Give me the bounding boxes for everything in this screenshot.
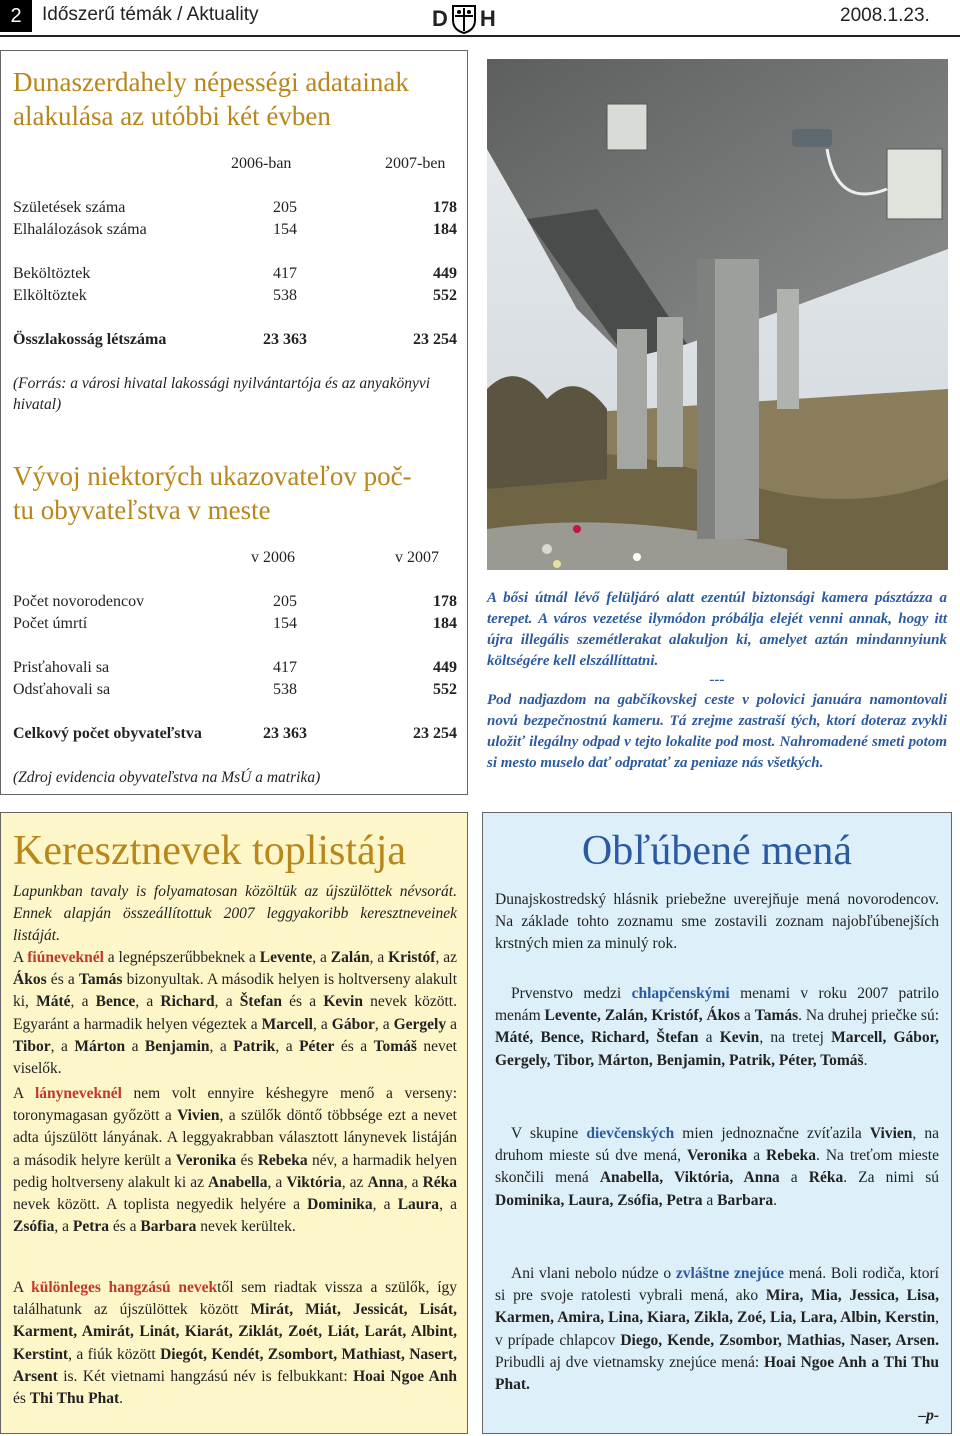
hu-girls-paragraph: A lányneveknél nem volt ennyire késhegyre menő a verseny: toronymagasan győzött a Vivien, a szülők döntő többsége ezt a nevet adta újszülött lányának. A leggyakrabban választott lánynevek listáján a második helyre került a Veronika és Rebeka név, a harmadik helyen pedig holtverseny alakult ki az Anabella, a Viktória, az Anna, a Réka nevek között. A toplista negyedik helyére a Dominika, a Laura, a Zsófia, a Petra és a Barbara nevek kerültek. — [13, 1085, 458, 1236]
row-value-2006: 154 — [273, 615, 297, 632]
row-label: Počet úmrtí — [13, 615, 88, 632]
row-label: Beköltöztek — [13, 265, 91, 282]
table-row — [13, 593, 457, 613]
row-value-2007: 184 — [433, 221, 457, 238]
photo-caption-sk: Pod nadjazdom na gabčíkovskej ceste v polovici januára namontovali novú bezpečnostnú kameru. Tá zrejme zastraší tých, ktorí doteraz zvykli uložiť ilegálny odpad v tejto lokalite pod most. Nahromadené smeti potom si mesto muselo dať odpratať za peniaze nás všetkých. — [487, 692, 947, 771]
hu-stats-title-line2: alakulása az utóbbi két évben — [13, 101, 331, 131]
photo-caption-hu: A bősi útnál lévő felüljáró alatt ezentúl biztonsági kamera pásztázza a terepet. A város vezetése ilymódon próbálja elejét venni annak, hogy itt újra illegális szemétlerakat alakuljon ki, amelyet aztán mindannyiunk költségére kell elszállíttatni. — [487, 590, 947, 669]
section-title: Időszerű témák / Aktuality — [42, 4, 259, 25]
row-label: Születések száma — [13, 199, 126, 216]
sk-stats-source: (Zdroj evidencia obyvateľstva na MsÚ a matrika) — [13, 769, 321, 786]
row-label: Elhalálozások száma — [13, 221, 147, 238]
table-row — [13, 615, 457, 635]
sk-stats-title-line1: Vývoj niektorých ukazovateľov poč- — [13, 461, 412, 491]
row-value-2006: 23 363 — [263, 331, 307, 348]
sk-stats-title-line2: tu obyvateľstva v meste — [13, 495, 271, 525]
hu-stats-source: (Forrás: a városi hivatal lakossági nyilvántartója és az anyakönyvi hivatal) — [13, 375, 431, 413]
row-value-2006: 538 — [273, 681, 297, 698]
table-row — [13, 221, 457, 241]
coat-of-arms-icon — [451, 4, 477, 34]
hu-col-2006: 2006-ban — [231, 155, 292, 172]
issue-date: 2008.1.23. — [840, 5, 930, 26]
row-value-2006: 417 — [273, 265, 297, 282]
row-value-2006: 417 — [273, 659, 297, 676]
masthead-logo — [432, 2, 516, 36]
table-row — [13, 287, 457, 307]
bridge-photo — [487, 59, 948, 570]
row-value-2007: 23 254 — [413, 331, 457, 348]
row-value-2007: 178 — [433, 593, 457, 610]
row-value-2007: 552 — [433, 681, 457, 698]
row-value-2006: 23 363 — [263, 725, 307, 742]
row-label: Celkový počet obyvateľstva — [13, 725, 202, 742]
sk-names-box — [482, 812, 952, 1434]
row-value-2007: 449 — [433, 659, 457, 676]
page-number: 2 — [0, 0, 32, 32]
sk-boys-paragraph: Prvenstvo medzi chlapčenskými menami v roku 2007 patrilo menám Levente, Zalán, Kristóf, Ákos a Tamás. Na druhej priečke sú: Máté, Bence, Richard, Štefan a Kevin, na tretej Marcell, Gábor, Gergely, Tibor, Márton, Benjamin, Patrik, Péter, Tomáš. — [495, 985, 939, 1069]
row-label: Prisťahovali sa — [13, 659, 110, 676]
table-row — [13, 199, 457, 219]
hu-names-intro: Lapunkban tavaly is folyamatosan közöltük az újszülöttek névsorát. Ennek alapján összeállítottuk 2007 leggyakoribb keresztneveinek listáját. — [13, 883, 457, 945]
table-row-total — [13, 725, 457, 745]
row-label: Elköltöztek — [13, 287, 87, 304]
sk-names-title: Obľúbené mená — [581, 828, 853, 874]
sk-col-2006: v 2006 — [251, 549, 295, 566]
row-label: Összlakosság létszáma — [13, 331, 167, 348]
population-stats-box — [0, 50, 468, 795]
row-value-2006: 154 — [273, 221, 297, 238]
row-label: Odsťahovali sa — [13, 681, 111, 698]
table-row — [13, 681, 457, 701]
table-row-total — [13, 331, 457, 351]
sk-names-intro: Dunajskostredský hlásnik priebežne uverejňuje mená novorodencov. Na základe tohto zoznamu sme zostavili zoznam najobľúbenejších krstných mien za minulý rok. — [495, 891, 939, 953]
hu-names-title: Keresztnevek toplistája — [13, 828, 407, 874]
row-value-2006: 205 — [273, 593, 297, 610]
table-row — [13, 659, 457, 679]
logo-letter-d: D — [432, 6, 448, 31]
row-value-2007: 23 254 — [413, 725, 457, 742]
table-row — [13, 265, 457, 285]
hu-stats-title-line1: Dunaszerdahely népességi adatainak — [13, 67, 409, 97]
caption-separator: --- — [709, 672, 725, 688]
row-value-2007: 178 — [433, 199, 457, 216]
hu-col-2007: 2007-ben — [385, 155, 446, 172]
row-value-2007: 449 — [433, 265, 457, 282]
row-value-2007: 184 — [433, 615, 457, 632]
row-value-2006: 538 — [273, 287, 297, 304]
author-signature: –p- — [918, 1407, 939, 1424]
page-header — [0, 0, 960, 34]
hu-boys-paragraph: A fiúneveknél a legnépszerűbbeknek a Levente, a Zalán, a Kristóf, az Ákos és a Tamás bizonyultak. A második helyen is holtverseny alakult ki, Máté, a Bence, a Richard, a Štefan és a Kevin nevek között. Egyaránt a harmadik helyen végeztek a Marcell, a Gábor, a Gergely a Tibor, a Márton a Benjamin, a Patrik, a Péter és a Tomáš nevet viselők. — [13, 949, 457, 1078]
logo-letter-h: H — [479, 6, 496, 31]
row-value-2007: 552 — [433, 287, 457, 304]
sk-special-names-paragraph: Ani vlani nebolo núdze o zvláštne znejúce mená. Boli rodiča, ktorí si pre svoje ratolesti vybrali mená, ako Mira, Mia, Jessica, Lisa, Karmen, Amira, Lina, Kiara, Zikla, Zoé, Lia, Lara, Albin, Kerstin, v prípade chlapcov Diego, Kende, Zsombor, Mathias, Naser, Arsen. Pribudli aj dve vietnamsky znejúce mená: Hoai Ngoe Anh a Thi Thu Phat. — [495, 1265, 939, 1394]
row-label: Počet novorodencov — [13, 593, 145, 610]
hu-special-names-paragraph: A különleges hangzású nevektől sem riadtak vissza a szülők, így találhatunk az újszülöttek között Mirát, Miát, Jessicát, Lisát, Karment, Amirát, Linát, Kiarát, Ziklát, Zoét, Liát, Larát, Albint, Kerstint, a fiúk között Diegót, Kendét, Zsombort, Mathiast, Nasert, Arsent is. Két vietnami hangzású név is felbukkant: Hoai Ngoe Anh és Thi Thu Phat. — [13, 1279, 458, 1408]
sk-col-2007: v 2007 — [395, 549, 439, 566]
hu-names-box — [0, 812, 468, 1434]
row-value-2006: 205 — [273, 199, 297, 216]
header-rule — [0, 35, 960, 37]
sk-girls-paragraph: V skupine dievčenských mien jednoznačne zvíťazila Vivien, na druhom mieste sú dve mená, Veronika a Rebeka. Na treťom mieste skončili mená Anabella, Viktória, Anna a Réka. Za nimi sú Dominika, Laura, Zsófia, Petra a Barbara. — [495, 1125, 939, 1209]
